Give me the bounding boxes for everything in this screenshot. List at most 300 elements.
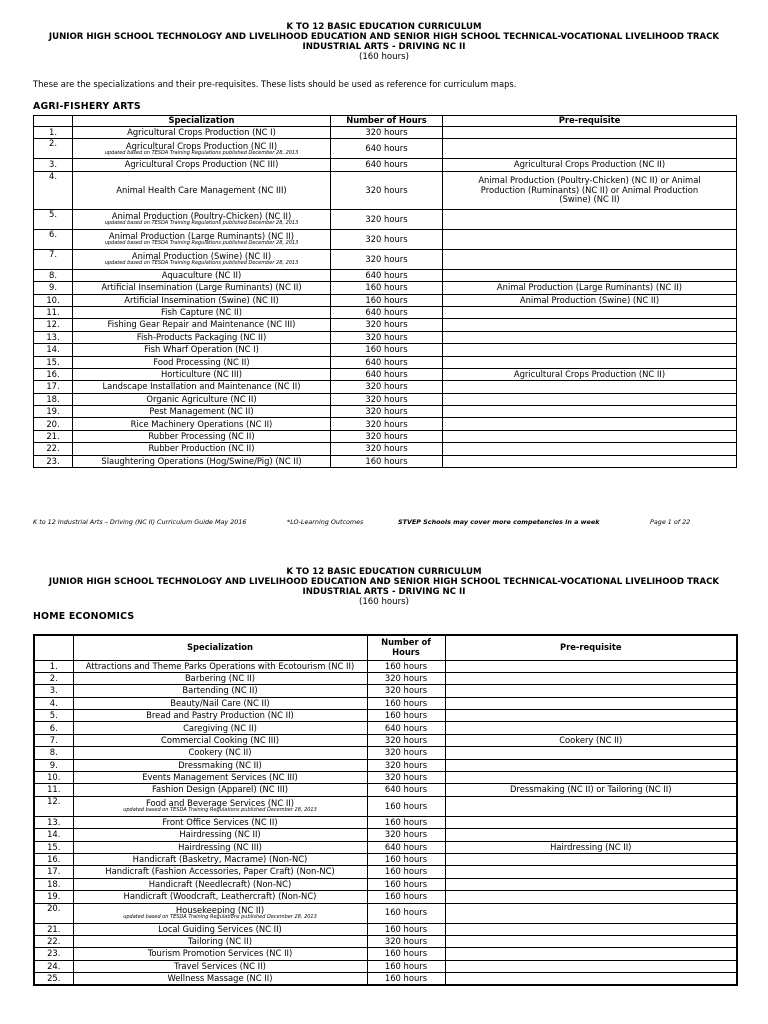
- specialization-cell: [73, 772, 367, 784]
- footer-guide: K to 12 Industrial Arts – Driving (NC II) Curriculum Guide May 2016: [33, 518, 247, 526]
- prerequisite-cell: [445, 891, 737, 903]
- specialization-cell: [73, 734, 367, 746]
- hours-cell: 160 hours: [331, 344, 443, 356]
- table-row: [34, 418, 737, 430]
- specialization-name: Food and Beverage Services (NC II): [145, 797, 295, 808]
- specialization-name: Bartending (NC II): [182, 685, 258, 696]
- specialization-name: Landscape Installation and Maintenance (NC II): [102, 381, 301, 392]
- header-title: K TO 12 BASIC EDUCATION CURRICULUM: [286, 567, 482, 577]
- page-2: [0, 545, 768, 1024]
- specialization-name: Travel Services (NC II): [174, 960, 266, 971]
- row-number: 12.: [34, 796, 73, 816]
- row-number: 4.: [34, 697, 73, 709]
- prerequisite-cell: [443, 418, 737, 430]
- tesda-update-note: updated based on TESDA Training Regulations published December 28, 2013: [104, 240, 299, 247]
- specialization-cell: [73, 796, 367, 816]
- prerequisite-cell: [445, 829, 737, 841]
- table-row: [34, 209, 737, 229]
- table-row: [34, 282, 737, 294]
- prerequisite-cell: [443, 249, 737, 269]
- hours-cell: 160 hours: [367, 710, 445, 722]
- tesda-update-note: updated based on TESDA Training Regulations published December 28, 2013: [123, 913, 317, 920]
- prerequisite-cell: [445, 816, 737, 828]
- table-row: [34, 759, 737, 771]
- hours-cell: 640 hours: [367, 722, 445, 734]
- specialization-cell: [73, 672, 367, 684]
- specialization-name: Fashion Design (Apparel) (NC III): [152, 784, 288, 795]
- specialization-cell: [73, 816, 367, 828]
- specialization-cell: [73, 935, 367, 947]
- prerequisite-cell: Animal Production (Swine) (NC II): [443, 294, 737, 306]
- col-header-prerequisite: Pre-requisite: [445, 635, 737, 660]
- hours-cell: 320 hours: [331, 418, 443, 430]
- specialization-cell: [73, 269, 331, 281]
- row-number: 6.: [34, 722, 73, 734]
- specialization-name: Local Guiding Services (NC II): [158, 923, 282, 934]
- prerequisite-cell: [445, 878, 737, 890]
- prerequisite-cell: [445, 866, 737, 878]
- row-number: 2.: [34, 139, 73, 159]
- specialization-cell: [73, 722, 367, 734]
- hours-cell: 320 hours: [331, 430, 443, 442]
- specialization-name: Wellness Massage (NC II): [167, 972, 273, 983]
- hours-cell: 160 hours: [331, 455, 443, 467]
- prerequisite-cell: [443, 393, 737, 405]
- prerequisite-cell: Agricultural Crops Production (NC II): [443, 159, 737, 171]
- prerequisite-cell: [445, 759, 737, 771]
- specialization-name: Dressmaking (NC II): [178, 759, 262, 770]
- row-number: 14.: [34, 344, 73, 356]
- row-number: 25.: [34, 973, 73, 985]
- hours-cell: 160 hours: [367, 891, 445, 903]
- prerequisite-cell: [443, 209, 737, 229]
- header-subtitle: JUNIOR HIGH SCHOOL TECHNOLOGY AND LIVELIHOOD EDUCATION AND SENIOR HIGH SCHOOL TECHNICAL-VOCATIONAL LIVELIHOOD TRACK: [48, 32, 720, 42]
- table-row: [34, 866, 737, 878]
- row-number: 22.: [34, 935, 73, 947]
- specialization-name: Rubber Processing (NC II): [148, 430, 255, 441]
- table-row: [34, 443, 737, 455]
- row-number: 11.: [34, 784, 73, 796]
- table-row: [34, 878, 737, 890]
- specialization-name: Tourism Promotion Services (NC II): [147, 948, 293, 959]
- row-number: 12.: [34, 319, 73, 331]
- table-row: [34, 249, 737, 269]
- specialization-name: Slaughtering Operations (Hog/Swine/Pig) (NC II): [101, 455, 302, 466]
- hours-cell: 320 hours: [331, 443, 443, 455]
- specialization-name: Pest Management (NC II): [149, 406, 254, 417]
- row-number: 8.: [34, 269, 73, 281]
- hours-cell: 160 hours: [367, 960, 445, 972]
- row-number: 3.: [34, 685, 73, 697]
- prerequisite-cell: [445, 903, 737, 923]
- hours-cell: 160 hours: [367, 796, 445, 816]
- hours-cell: 320 hours: [367, 935, 445, 947]
- footer-lo: *LO-Learning Outcomes: [287, 518, 364, 526]
- table-row: [34, 816, 737, 828]
- table-row: [34, 139, 737, 159]
- prerequisite-cell: Dressmaking (NC II) or Tailoring (NC II): [445, 784, 737, 796]
- header-course: INDUSTRIAL ARTS - DRIVING NC II: [302, 42, 466, 52]
- specialization-cell: [73, 139, 331, 159]
- specialization-name: Front Office Services (NC II): [162, 816, 278, 827]
- table-row: [34, 829, 737, 841]
- specialization-name: Hairdressing (NC III): [178, 841, 262, 852]
- footer-stvep: STVEP Schools may cover more competencies in a week: [398, 518, 600, 526]
- row-number: 5.: [34, 710, 73, 722]
- prerequisite-cell: Hairdressing (NC II): [445, 841, 737, 853]
- hours-cell: 160 hours: [331, 282, 443, 294]
- specialization-cell: [73, 368, 331, 380]
- hours-cell: 320 hours: [367, 685, 445, 697]
- table-row: [34, 294, 737, 306]
- specialization-cell: [73, 903, 367, 923]
- table-row: [34, 660, 737, 672]
- table-row: [34, 127, 737, 139]
- prerequisite-cell: [443, 406, 737, 418]
- table-row: [34, 772, 737, 784]
- hours-cell: 640 hours: [367, 841, 445, 853]
- row-number: 17.: [34, 381, 73, 393]
- col-header-num: [34, 635, 73, 660]
- table-row: [34, 306, 737, 318]
- agri-fishery-table: [33, 115, 737, 468]
- row-number: 8.: [34, 747, 73, 759]
- table-row: [34, 796, 737, 816]
- row-number: 18.: [34, 878, 73, 890]
- hours-cell: 640 hours: [331, 306, 443, 318]
- specialization-cell: [73, 393, 331, 405]
- specialization-cell: [73, 319, 331, 331]
- col-header-prerequisite: Pre-requisite: [443, 116, 737, 127]
- home-economics-table: [33, 634, 738, 986]
- row-number: 21.: [34, 430, 73, 442]
- row-number: 11.: [34, 306, 73, 318]
- row-number: 6.: [34, 229, 73, 249]
- table-row: [34, 960, 737, 972]
- row-number: 3.: [34, 159, 73, 171]
- specialization-name: Tailoring (NC II): [188, 935, 252, 946]
- specialization-cell: [73, 306, 331, 318]
- hours-cell: 320 hours: [331, 229, 443, 249]
- hours-cell: 640 hours: [331, 139, 443, 159]
- prerequisite-cell: [443, 443, 737, 455]
- header-course: INDUSTRIAL ARTS - DRIVING NC II: [302, 587, 466, 597]
- table-row: [34, 948, 737, 960]
- row-number: 7.: [34, 734, 73, 746]
- hours-cell: 640 hours: [367, 784, 445, 796]
- prerequisite-cell: [443, 127, 737, 139]
- row-number: 5.: [34, 209, 73, 229]
- row-number: 24.: [34, 960, 73, 972]
- row-number: 1.: [34, 127, 73, 139]
- specialization-name: Events Management Services (NC III): [142, 772, 298, 783]
- row-number: 13.: [34, 816, 73, 828]
- prerequisite-cell: [445, 923, 737, 935]
- table-row: [34, 784, 737, 796]
- hours-cell: 320 hours: [367, 759, 445, 771]
- hours-cell: 320 hours: [331, 319, 443, 331]
- specialization-cell: [73, 344, 331, 356]
- hours-cell: 320 hours: [331, 127, 443, 139]
- specialization-name: Fishing Gear Repair and Maintenance (NC III): [107, 319, 296, 330]
- row-number: 4.: [34, 171, 73, 209]
- prerequisite-cell: [445, 747, 737, 759]
- row-number: 2.: [34, 672, 73, 684]
- prerequisite-cell: [445, 935, 737, 947]
- section-title-agri: AGRI-FISHERY ARTS: [33, 101, 141, 112]
- prerequisite-cell: Agricultural Crops Production (NC II): [443, 368, 737, 380]
- row-number: 19.: [34, 891, 73, 903]
- specialization-name: Barbering (NC II): [184, 672, 256, 683]
- row-number: 23.: [34, 455, 73, 467]
- hours-cell: 320 hours: [331, 171, 443, 209]
- specialization-name: Fish-Products Packaging (NC II): [136, 331, 267, 342]
- hours-cell: 160 hours: [367, 853, 445, 865]
- prerequisite-cell: [443, 319, 737, 331]
- prerequisite-cell: [445, 685, 737, 697]
- specialization-name: Agricultural Crops Production (NC I): [127, 127, 276, 138]
- prerequisite-cell: Cookery (NC II): [445, 734, 737, 746]
- specialization-name: Food Processing (NC II): [153, 356, 250, 367]
- prerequisite-cell: [443, 381, 737, 393]
- specialization-cell: [73, 406, 331, 418]
- document-header-2: [0, 567, 768, 607]
- specialization-name: Handicraft (Woodcraft, Leathercraft) (Non-NC): [123, 891, 317, 902]
- prerequisite-cell: [445, 672, 737, 684]
- prerequisite-cell: [445, 853, 737, 865]
- prerequisite-cell: [443, 269, 737, 281]
- prerequisite-cell: [443, 306, 737, 318]
- hours-cell: 640 hours: [331, 356, 443, 368]
- table-row: [34, 722, 737, 734]
- specialization-cell: [73, 418, 331, 430]
- table-row: [34, 747, 737, 759]
- specialization-name: Agricultural Crops Production (NC II): [125, 140, 278, 151]
- specialization-cell: [73, 430, 331, 442]
- prerequisite-cell: [445, 772, 737, 784]
- specialization-cell: [73, 841, 367, 853]
- table-row: [34, 381, 737, 393]
- table-row: [34, 841, 737, 853]
- hours-cell: 160 hours: [331, 294, 443, 306]
- row-number: 23.: [34, 948, 73, 960]
- specialization-name: Animal Production (Poultry-Chicken) (NC II): [111, 210, 292, 221]
- hours-cell: 320 hours: [331, 381, 443, 393]
- table-row: [34, 853, 737, 865]
- col-header-specialization: Specialization: [73, 635, 367, 660]
- table-row: [34, 229, 737, 249]
- table-row: [34, 319, 737, 331]
- hours-cell: 160 hours: [367, 948, 445, 960]
- prerequisite-cell: [443, 430, 737, 442]
- hours-cell: 640 hours: [331, 368, 443, 380]
- specialization-cell: [73, 853, 367, 865]
- prerequisite-cell: [445, 697, 737, 709]
- tesda-update-note: updated based on TESDA Training Regulations published December 28, 2013: [104, 260, 299, 267]
- hours-cell: 320 hours: [367, 734, 445, 746]
- table-row: [34, 923, 737, 935]
- prerequisite-cell: [443, 356, 737, 368]
- specialization-cell: [73, 443, 331, 455]
- hours-cell: 640 hours: [331, 159, 443, 171]
- hours-cell: 320 hours: [367, 829, 445, 841]
- specialization-cell: [73, 923, 367, 935]
- row-number: 13.: [34, 331, 73, 343]
- tesda-update-note: updated based on TESDA Training Regulations published December 28, 2013: [104, 149, 299, 156]
- specialization-cell: [73, 948, 367, 960]
- hours-cell: 160 hours: [367, 923, 445, 935]
- specialization-name: Housekeeping (NC II): [175, 904, 265, 915]
- hours-cell: 160 hours: [367, 660, 445, 672]
- hours-cell: 160 hours: [367, 973, 445, 985]
- specialization-name: Fish Wharf Operation (NC I): [144, 344, 259, 355]
- hours-cell: 320 hours: [331, 406, 443, 418]
- specialization-cell: [73, 697, 367, 709]
- row-number: 9.: [34, 282, 73, 294]
- intro-text: These are the specializations and their pre-requisites. These lists should be used as reference for curriculum maps.: [33, 79, 517, 89]
- hours-cell: 160 hours: [367, 903, 445, 923]
- agri-fishery-rows: [34, 127, 737, 468]
- tesda-update-note: updated based on TESDA Training Regulations published December 28, 2013: [123, 807, 317, 814]
- hours-cell: 320 hours: [331, 249, 443, 269]
- specialization-name: Handicraft (Needlecraft) (Non-NC): [148, 878, 292, 889]
- row-number: 21.: [34, 923, 73, 935]
- specialization-cell: [73, 282, 331, 294]
- specialization-cell: [73, 249, 331, 269]
- specialization-cell: [73, 710, 367, 722]
- specialization-cell: [73, 878, 367, 890]
- prerequisite-cell: Animal Production (Large Ruminants) (NC II): [443, 282, 737, 294]
- specialization-cell: [73, 685, 367, 697]
- row-number: 1.: [34, 660, 73, 672]
- prerequisite-cell: [445, 973, 737, 985]
- hours-cell: 320 hours: [331, 209, 443, 229]
- hours-cell: 320 hours: [367, 772, 445, 784]
- table-row: [34, 903, 737, 923]
- header-subtitle: JUNIOR HIGH SCHOOL TECHNOLOGY AND LIVELIHOOD EDUCATION AND SENIOR HIGH SCHOOL TECHNICAL-VOCATIONAL LIVELIHOOD TRACK: [48, 577, 720, 587]
- prerequisite-cell: [443, 331, 737, 343]
- hours-cell: 160 hours: [367, 697, 445, 709]
- specialization-cell: [73, 455, 331, 467]
- row-number: 20.: [34, 418, 73, 430]
- specialization-name: Handicraft (Basketry, Macrame) (Non-NC): [132, 854, 308, 865]
- specialization-cell: [73, 747, 367, 759]
- specialization-cell: [73, 960, 367, 972]
- specialization-cell: [73, 660, 367, 672]
- specialization-cell: [73, 829, 367, 841]
- row-number: 14.: [34, 829, 73, 841]
- specialization-name: Animal Production (Large Ruminants) (NC II): [108, 230, 295, 241]
- specialization-name: Agricultural Crops Production (NC III): [124, 159, 279, 170]
- row-number: 15.: [34, 356, 73, 368]
- specialization-name: Artificial Insemination (Swine) (NC II): [124, 294, 279, 305]
- row-number: 9.: [34, 759, 73, 771]
- specialization-name: Organic Agriculture (NC II): [146, 393, 257, 404]
- hours-cell: 160 hours: [367, 866, 445, 878]
- specialization-cell: [73, 127, 331, 139]
- specialization-name: Fish Capture (NC II): [160, 307, 243, 317]
- section-title-home-economics: HOME ECONOMICS: [33, 611, 135, 622]
- specialization-cell: [73, 159, 331, 171]
- prerequisite-cell: [443, 229, 737, 249]
- table-row: [34, 935, 737, 947]
- row-number: 22.: [34, 443, 73, 455]
- specialization-name: Rubber Production (NC II): [148, 443, 255, 454]
- specialization-name: Caregiving (NC II): [183, 722, 257, 733]
- col-header-hours: Number of Hours: [367, 635, 445, 660]
- specialization-cell: [73, 171, 331, 209]
- row-number: 20.: [34, 903, 73, 923]
- prerequisite-cell: [445, 710, 737, 722]
- table-row: [34, 171, 737, 209]
- table-row: [34, 455, 737, 467]
- row-number: 18.: [34, 393, 73, 405]
- row-number: 16.: [34, 853, 73, 865]
- row-number: 7.: [34, 249, 73, 269]
- col-header-num: [34, 116, 73, 127]
- prerequisite-cell: [445, 660, 737, 672]
- specialization-cell: [73, 784, 367, 796]
- specialization-name: Horticulture (NC III): [160, 368, 243, 379]
- row-number: 10.: [34, 772, 73, 784]
- row-number: 15.: [34, 841, 73, 853]
- prerequisite-cell: [443, 344, 737, 356]
- prerequisite-cell: [443, 455, 737, 467]
- specialization-name: Bread and Pastry Production (NC II): [146, 710, 294, 721]
- hours-cell: 160 hours: [367, 878, 445, 890]
- col-header-specialization: Specialization: [73, 116, 331, 127]
- prerequisite-cell: [445, 796, 737, 816]
- prerequisite-cell: Animal Production (Poultry-Chicken) (NC II) or Animal Production (Ruminants) (NC II) or Animal Production (Swine) (NC II): [443, 171, 737, 209]
- prerequisite-cell: [445, 722, 737, 734]
- specialization-cell: [73, 973, 367, 985]
- table-row: [34, 344, 737, 356]
- table-row: [34, 269, 737, 281]
- col-header-hours: Number of Hours: [331, 116, 443, 127]
- header-title: K TO 12 BASIC EDUCATION CURRICULUM: [286, 22, 482, 32]
- specialization-name: Artificial Insemination (Large Ruminants) (NC II): [101, 282, 302, 293]
- specialization-name: Attractions and Theme Parks Operations with Ecotourism (NC II): [85, 660, 355, 671]
- table-row: [34, 697, 737, 709]
- row-number: 10.: [34, 294, 73, 306]
- specialization-cell: [73, 331, 331, 343]
- prerequisite-cell: [443, 139, 737, 159]
- tesda-update-note: updated based on TESDA Training Regulations published December 28, 2013: [104, 220, 299, 227]
- specialization-cell: [73, 229, 331, 249]
- specialization-name: Cookery (NC II): [188, 747, 252, 758]
- table-row: [34, 710, 737, 722]
- specialization-cell: [73, 759, 367, 771]
- prerequisite-cell: [445, 960, 737, 972]
- specialization-cell: [73, 891, 367, 903]
- table-row: [34, 393, 737, 405]
- row-number: 16.: [34, 368, 73, 380]
- specialization-cell: [73, 356, 331, 368]
- specialization-name: Hairdressing (NC II): [179, 829, 261, 840]
- header-hours: (160 hours): [358, 52, 409, 62]
- row-number: 19.: [34, 406, 73, 418]
- table-row: [34, 159, 737, 171]
- table-row: [34, 734, 737, 746]
- specialization-cell: [73, 381, 331, 393]
- hours-cell: 320 hours: [367, 672, 445, 684]
- hours-cell: 160 hours: [367, 816, 445, 828]
- document-header: [0, 22, 768, 62]
- specialization-cell: [73, 209, 331, 229]
- table-row: [34, 368, 737, 380]
- table-row: [34, 356, 737, 368]
- header-hours: (160 hours): [358, 597, 409, 607]
